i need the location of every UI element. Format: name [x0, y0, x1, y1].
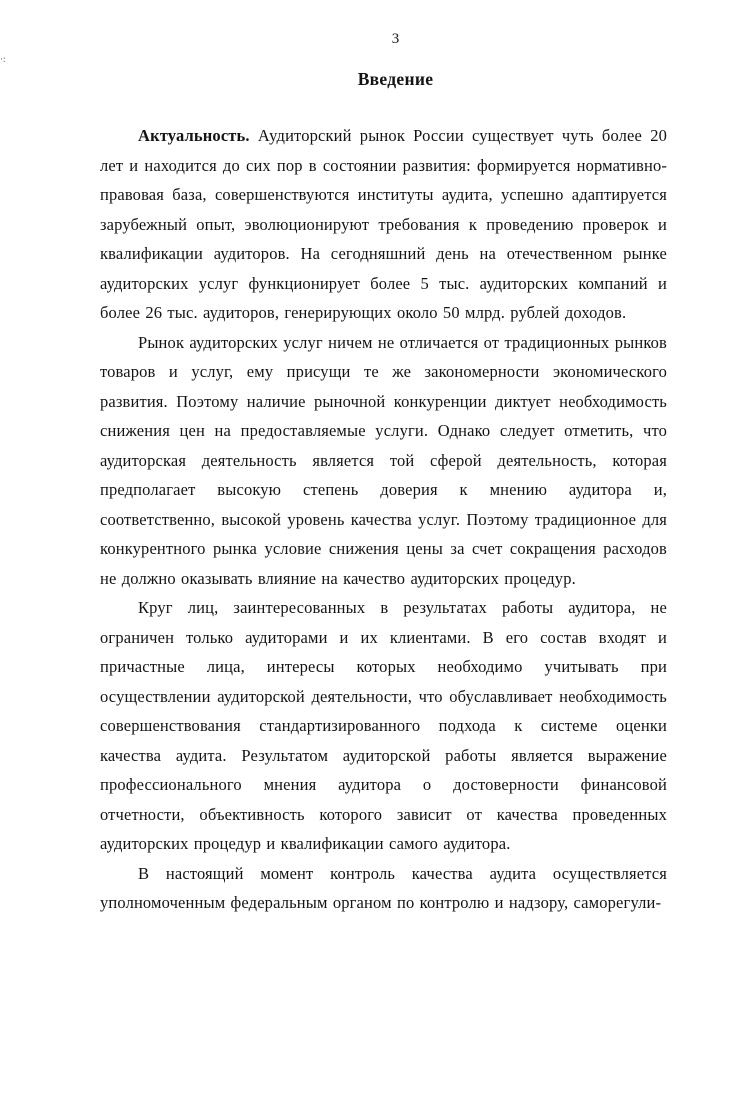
- page-number: 3: [391, 31, 400, 47]
- paragraph-control: [100, 859, 667, 918]
- scan-artifact-mark: ·:: [0, 57, 6, 64]
- paragraph-text: Аудиторский рынок России существует чуть более 20 лет и находится до сих пор в состоянии развития: формируется нормативно-правовая база, совершенствуются институты аудита, успешно адаптируется зарубежный опыт, эволюционируют требования к проведению проверок и квалификации аудиторов. На сегодняшний день на отечественном рынке аудиторских услуг функционирует более 5 тыс. аудиторских компаний и более 26 тыс. аудиторов, генерирующих около 50 млрд. рублей доходов.: [100, 126, 667, 322]
- paragraph-text: В настоящий момент контроль качества аудита осуществляется уполномоченным федеральным органом по контролю и надзору, саморегули-: [100, 863, 667, 912]
- paragraph-text: Рынок аудиторских услуг ничем не отличается от традиционных рынков товаров и услуг, ему присущи те же закономерности экономического развития. Поэтому наличие рыночной конкуренции диктует необходимость снижения цен на предоставляемые услуги. Однако следует отметить, что аудиторская деятельность является той сферой деятельность, которая предполагает высокую степень доверия к мнению аудитора и, соответственно, высокой уровень качества услуг. Поэтому традиционное для конкурентного рынка условие снижения цены за счет сокращения расходов не должно оказывать влияние на качество аудиторских процедур.: [100, 332, 667, 588]
- paragraph-lead-bold: Актуальность.: [138, 126, 250, 145]
- paragraph-stakeholders: [100, 593, 667, 859]
- section-title: Введение: [357, 69, 434, 89]
- paragraph-text: Круг лиц, заинтересованных в результатах работы аудитора, не ограничен только аудиторами и их клиентами. В его состав входят и причастные лица, интересы которых необходимо учитывать при осуществлении аудиторской деятельности, что обуславливает необходимость совершенствования стандартизированного подхода к системе оценки качества аудита. Результатом аудиторской работы является выражение профессионального мнения аудитора о достоверности финансовой отчетности, объективность которого зависит от качества проведенных аудиторских процедур и квалификации самого аудитора.: [100, 598, 667, 853]
- paragraph-actualnost: [100, 121, 667, 328]
- paragraph-market: [100, 328, 667, 594]
